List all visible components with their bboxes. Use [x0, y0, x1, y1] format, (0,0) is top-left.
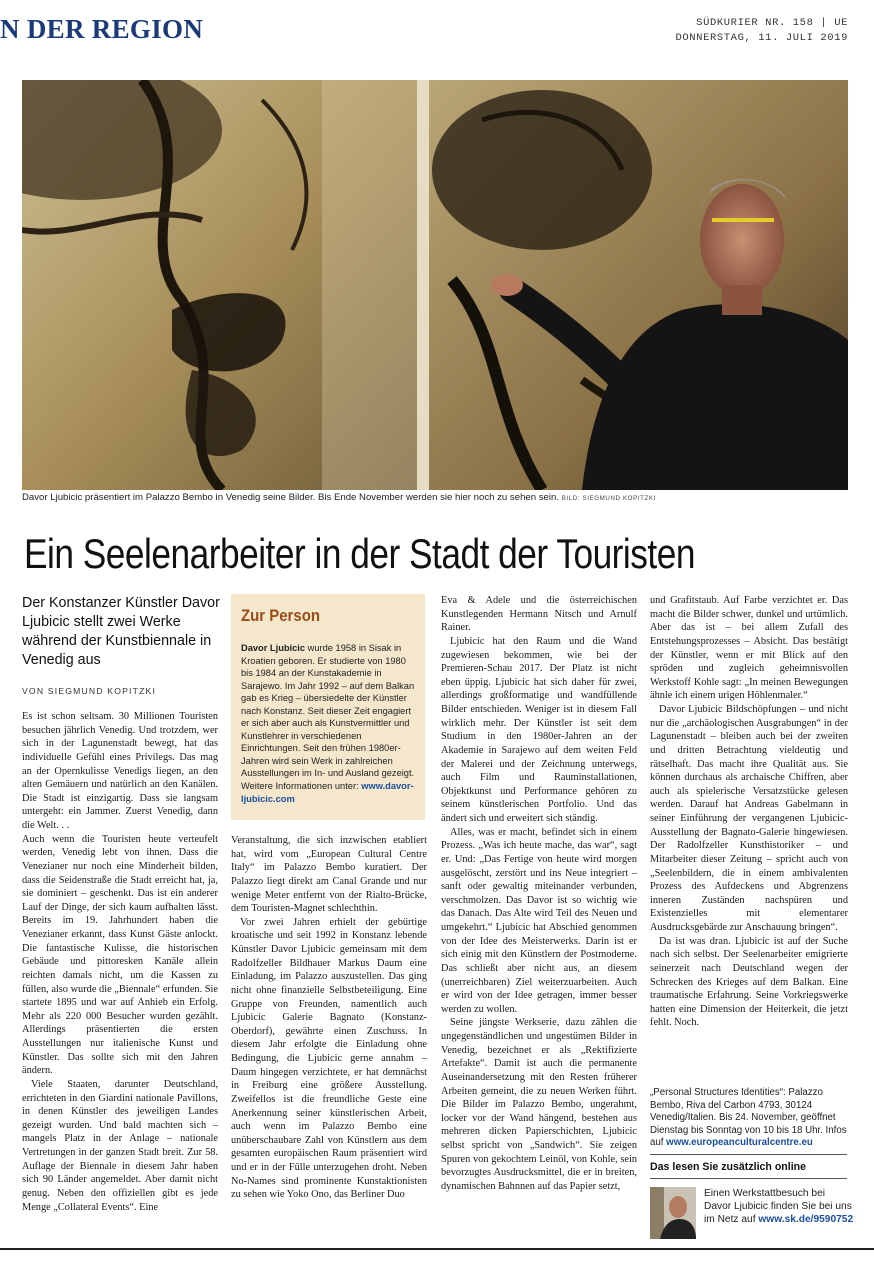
- paragraph: und Grafitstaub. Auf Farbe verzichtet er. Das macht die Bilder schwer, dunkel und urtümlich. Aber das ist – bei allem Zufall des Entstehungsprozesses – Absicht. Das bestätigt der Künstler, wenn er mit Blick auf den spröden und zugleich geheimnisvollen Werkstoff Kohle sagt: „In meinen Bewegungen ähnle ich einem urigen Höhlenmaler.“: [650, 595, 848, 702]
- column-4: [650, 594, 848, 1030]
- section-title: N DER REGION: [0, 14, 204, 44]
- date-line: DONNERSTAG, 11. JULI 2019: [675, 32, 848, 44]
- issue-info: [675, 16, 848, 46]
- online-extra-body: Einen Werkstattbesuch bei Davor Ljubicic finden Sie bei uns im Netz auf: [704, 1188, 852, 1225]
- photo-caption: [22, 492, 848, 503]
- exhibition-info-text: „Personal Structures Identities“: Palazzo Bembo, Riva del Carbon 4793, 30124 Venedig/Italien. Bis 24. November, geöffnet Dienstag bis Sonntag von 10 bis 18 Uhr. Infos auf: [650, 1087, 847, 1149]
- caption-text: Davor Ljubicic präsentiert im Palazzo Bembo in Venedig seine Bilder. Bis Ende November werden sie hier noch zu sehen sein.: [22, 492, 560, 503]
- divider: [650, 1154, 847, 1155]
- person-box-title: Zur Person: [241, 606, 320, 625]
- page-bottom-rule: [0, 1248, 874, 1250]
- column-1: [22, 710, 218, 1214]
- paragraph: Davor Ljubicic Bildschöpfungen – und nicht nur die „archäologischen Ausgrabungen“ in der Lagunenstadt – bleiben auch bei der zweiten und dritten Betrachtung vieldeutig und rätselhaft. Das macht ihre Qualität aus. Sie können durchaus als archaische Chiffren, aber auch als spielerische Versatzstücke gelesen werden. Darauf hat Andreas Gabelmann in seiner Einführung der vergangenen Ljubicic-Ausstellung der Bagnato-Galerie hingewiesen. Der Radolfzeller Kunsthistoriker – und Mitarbeiter dieser Zeitung – spricht auch von „Seelenbildern, die in einem ambivalenten Prozess des Aufdeckens und Abgrenzens inneren Zuständen nachspüren und Existenzielles mit elementarer Ausdrucksgebärde zur Anschauung bringen“.: [650, 704, 848, 933]
- paragraph: Alles, was er macht, befindet sich in einem Prozess. „Was ich heute mache, das war“, sagt er. Und: „Das Fertige von heute wird morgen ausgelöscht, zerstört und ins Neue integriert – sanft oder gewaltig miteinander verbunden, verschmolzen. Das Davor ist so wichtig wie das Danach. Das Alte wird Teil des Neuen und umgekehrt.“ Ljubicic hat Abschied genommen von der Idee des Meisterwerks. Darin ist er sich einig mit den Künstlern der Postmoderne. Das schließt aber nicht aus, an diesem (unerreichbaren) Ziel weiterzuarbeiten. Auch er wird von der Idee getragen, immer besser werden zu wollen.: [441, 826, 637, 1015]
- column-3: [441, 594, 637, 1194]
- person-text: wurde 1958 in Sisak in Kroatien geboren. Er studierte von 1980 bis 1984 an der Kunstakademie in Sarajewo. Im Jahr 1992 – auf dem Balkan gab es Krieg – übersiedelte der Künstler nach Konstanz. Seit dieser Zeit engagiert er sich aber auch als Kunstvermittler und Kunstlehrer in verschiedenen Einrichtungen. Seit den frühen 1980er-Jahren wird sein Werk in zahlreichen Ausstellungen im In- und Ausland gezeigt. Weitere Informationen unter:: [241, 643, 415, 792]
- paragraph: Ljubicic hat den Raum und die Wand zugewiesen bekommen, wie bei der Premieren-Schau 2017. Der Platz ist nicht eben üppig. Ljubicic hat sich daher für zwei, allerdings großformatige und wandfüllende Bilder entschieden. Weniger ist in diesem Fall wirklich mehr. Der Künstler ist seit dem Studium in den 1980er-Jahren an der Akademie in Sarajewo auf dem weiten Feld der Malerei und der Zeichnung unterwegs, auch Film und Rauminstallationen, Objektkunst und Performance gehören zu seinem künstlerischen Portfolio. Und das ändert sich und erweitert sich ständig.: [441, 635, 637, 824]
- byline: VON SIEGMUND KOPITZKI: [22, 686, 157, 696]
- photo-credit: BILD: SIEGMUND KOPITZKI: [561, 495, 656, 502]
- paragraph: Veranstaltung, die sich inzwischen etabliert hat, wird vom „European Cultural Centre Italy“ im Palazzo Bembo kuratiert. Der Palazzo liegt direkt am Canal Grande und nur wenige Meter entfernt von der Rialto-Brücke, dem Touristen-Magnet schlechthin.: [231, 835, 427, 915]
- online-extra-link[interactable]: www.sk.de/9590752: [758, 1214, 854, 1225]
- paragraph: Es ist schon seltsam. 30 Millionen Touristen besuchen jährlich Venedig. Und trotzdem, wer sich in der Lagunenstadt bewegt, hat das individuelle Gefühl eines Privilegs. Das mag an der Opernkulisse Venedigs liegen, an den alten Gemäuern und natürlich an den Kanälen. Die Stadt ist einzigartig. Dass sie langsam untergeht: ein Jammer. Zuerst Venedig, dann die Welt. . .: [22, 711, 218, 831]
- article-photo: [22, 80, 848, 490]
- person-name: Davor Ljubicic: [241, 643, 306, 653]
- headline: Ein Seelenarbeiter in der Stadt der Touristen: [24, 530, 695, 577]
- person-box: [231, 594, 425, 820]
- exhibition-link[interactable]: www.europeanculturalcentre.eu: [666, 1137, 813, 1149]
- paper-line: SÜDKURIER NR. 158 | UE: [696, 17, 848, 29]
- subhead: Der Konstanzer Künstler Davor Ljubicic stellt zwei Werke während der Kunstbiennale in Venedig aus: [22, 595, 220, 668]
- person-website-link[interactable]: www.davor-ljubicic.com: [241, 781, 414, 804]
- paragraph: Vor zwei Jahren erhielt der gebürtige kroatische und seit 1992 in Konstanz lebende Künstler Davor Ljubicic gemeinsam mit dem Radolfzeller Bildhauer Markus Daum eine Einladung, im Palazzo auszustellen. Das ging nicht ohne finanzielle Selbstbeteiligung. Eine Gruppe von Freunden, namentlich auch Ljubicic Galerie Bagnato (Konstanz-Oberdorf), gewährte einen Zuschuss. In diesem Jahr erfolgte die Einladung ohne Bedingung, die Ljubicic gerne annahm – Daum hingegen verzichtete, er hat demnächst in Freiburg eine größere Ausstellung. Zweifellos ist die freundliche Geste eine Anerkennung seiner künstlerischen Arbeit, auch wenn im Palazzo Bembo eine unüberschaubare Zahl von Künstlern aus dem gesamten europäischen Raum präsentiert wird und er in der Fülle unterzugehen droht. Neben No-Names sind prominente Kunstaktionisten zu sehen wie Yoko Ono, das Berliner Duo: [231, 916, 427, 1201]
- online-thumbnail[interactable]: [650, 1187, 696, 1239]
- divider: [650, 1178, 847, 1179]
- exhibition-info: [650, 1087, 856, 1150]
- column-2: [231, 834, 427, 1202]
- online-extra-title: Das lesen Sie zusätzlich online: [650, 1161, 807, 1173]
- paragraph: Viele Staaten, darunter Deutschland, errichteten in den Giardini nationale Pavillons, in denen Künstler des jeweiligen Landes gezeigt wurden. Und bald machten sich – mangels Platz in der Anlage – nationale Vertretungen in der ganzen Stadt breit. Zur 58. Auflage der Biennale in diesem Jahr haben sich 90 Länder angemeldet. Aber damit nicht genug. Neben den offiziellen gibt es jede Menge „Collateral Events“. Eine: [22, 1078, 218, 1213]
- paragraph: Seine jüngste Werkserie, dazu zählen die ungegenständlichen und ungestümen Bilder in Venedig, bezeichnet er als „Rektifizierte Artefakte“. Damit ist auch die permanente Auseinandersetzung mit den Resten früherer Arbeiten gemeint, die zu neuen Werken führt. Die Bilder im Palazzo Bembo, ungerahmt, locker vor der Wand hängend, bestehen aus mehreren dicken Papierschichten, Ljubicic selbst spricht von „Sandwich“. Sie zeigen Spuren von gekochtem Leinöl, von Kohle, sein bevorzugtes Ausdrucksmittel, die er in breiten, dynamischen Bahnnen auf das Papier setzt,: [441, 1017, 637, 1192]
- paragraph: Eva & Adele und die österreichischen Kunstlegenden Hermann Nitsch und Arnulf Rainer.: [441, 595, 637, 634]
- person-box-body: [241, 642, 419, 805]
- online-extra-text: [704, 1187, 854, 1226]
- paragraph: Da ist was dran. Ljubicic ist auf der Suche nach sich selbst. Der Seelenarbeiter emigrierte seinerzeit nach Deutschland wegen der Schrecken des Krieges auf dem Balkan. Eine traumatische Erfahrung. Seine Vorkriegswerke hatten eine Dimension der Heiterkeit, die jetzt fehlt. Noch.: [650, 935, 848, 1029]
- paragraph: Auch wenn die Touristen heute verteufelt werden, Venedig lebt von ihnen. Dass die Venezianer nur noch eine Minderheit bilden, dass die Seidenstraße die Stadt erreicht hat, ja, sie dominiert – geschenkt. Das ist ein anderer Lauf der Dinge, der sich kaum aufhalten lässt. Bereits im 19. Jahrhundert haben die Venezianer erkannt, dass Kunst Gäste anlockt. Die fantastische Kulisse, die historischen Gebäude und pittoresken Kanäle allein reichten damals nicht, um die Kassen zu füllen, also wurde die „Biennale“ erfunden. Sie startete 1895 und war auf Anhieb ein Erfolg. Mehr als 220 000 Besucher wurden gezählt. Allerdings präsentierten die ersten Ausstellungen nur italienische Kunst und Künstler. Das sollte sich mit den Jahren ändern.: [22, 833, 218, 1077]
